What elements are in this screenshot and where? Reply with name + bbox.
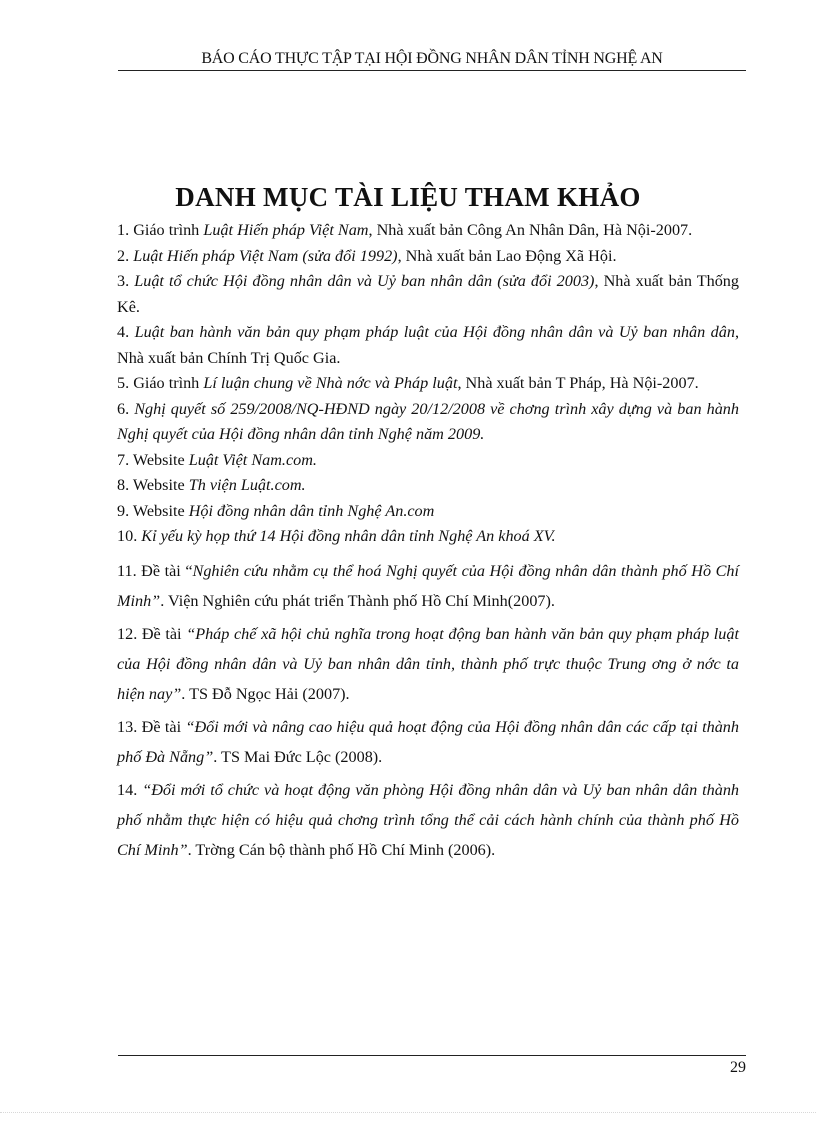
page-number: 29 (730, 1059, 746, 1076)
reference-item: 9. Website Hội đồng nhân dân tỉnh Nghệ An.com (117, 501, 435, 520)
reference-item: 1. Giáo trình Luật Hiến pháp Việt Nam, Nhà xuất bản Công An Nhân Dân, Hà Nội-2007. (117, 221, 693, 239)
header-text: BÁO CÁO THỰC TẬP TẠI HỘI ĐỒNG NHÂN DÂN TỈNH NGHỆ AN (201, 50, 663, 67)
reference-item: 12. Đề tài “Pháp chế xã hội chủ nghĩa trong hoạt động ban hành văn bản quy phạm pháp luật của Hội đồng nhân dân và Uỷ ban nhân dân tỉnh, thành phố trực thuộc Trung ơng ở nớc ta hiện nay”. TS Đỗ Ngọc Hải (2007). (117, 624, 739, 703)
reference-item: 3. Luật tổ chức Hội đồng nhân dân và Uỷ ban nhân dân (sửa đổi 2003), Nhà xuất bản Thống Kê. (117, 272, 739, 316)
reference-item: 11. Đề tài “Nghiên cứu nhằm cụ thể hoá Nghị quyết của Hội đồng nhân dân thành phố Hồ Chí Minh”. Viện Nghiên cứu phát triển Thành phố Hồ Chí Minh(2007). (117, 561, 739, 610)
reference-list (117, 218, 739, 865)
reference-item: 4. Luật ban hành văn bản quy phạm pháp luật của Hội đồng nhân dân và Uỷ ban nhân dân, Nhà xuất bản Chính Trị Quốc Gia. (117, 323, 739, 367)
page-header (118, 48, 746, 71)
footer-rule (118, 1055, 746, 1056)
reference-item: 7. Website Luật Việt Nam.com. (117, 450, 317, 469)
page-bottom-border (0, 1112, 816, 1113)
reference-item: 2. Luật Hiến pháp Việt Nam (sửa đổi 1992), Nhà xuất bản Lao Động Xã Hội. (117, 246, 617, 265)
reference-item: 8. Website Th viện Luật.com. (117, 476, 306, 494)
reference-item: 14. “Đổi mới tổ chức và hoạt động văn phòng Hội đồng nhân dân và Uỷ ban nhân dân thành phố nhằm thực hiện có hiệu quả chơng trình tổng thể cải cách hành chính của thành phố Hồ Chí Minh”. Trờng Cán bộ thành phố Hồ Chí Minh (2006). (117, 780, 740, 859)
reference-item: 6. Nghị quyết số 259/2008/NQ-HĐND ngày 20/12/2008 về chơng trình xây dựng và ban hành Nghị quyết của Hội đồng nhân dân tỉnh Nghệ năm 2009. (117, 399, 739, 443)
page-title: DANH MỤC TÀI LIỆU THAM KHẢO (175, 182, 641, 212)
reference-item: 5. Giáo trình Lí luận chung về Nhà nớc và Pháp luật, Nhà xuất bản T Pháp, Hà Nội-2007. (117, 374, 699, 392)
reference-item: 13. Đề tài “Đổi mới và nâng cao hiệu quả hoạt động của Hội đồng nhân dân các cấp tại thành phố Đà Nẵng”. TS Mai Đức Lộc (2008). (117, 717, 739, 766)
reference-item: 10. Kỉ yếu kỳ họp thứ 14 Hội đồng nhân dân tỉnh Nghệ An khoá XV. (117, 527, 556, 545)
